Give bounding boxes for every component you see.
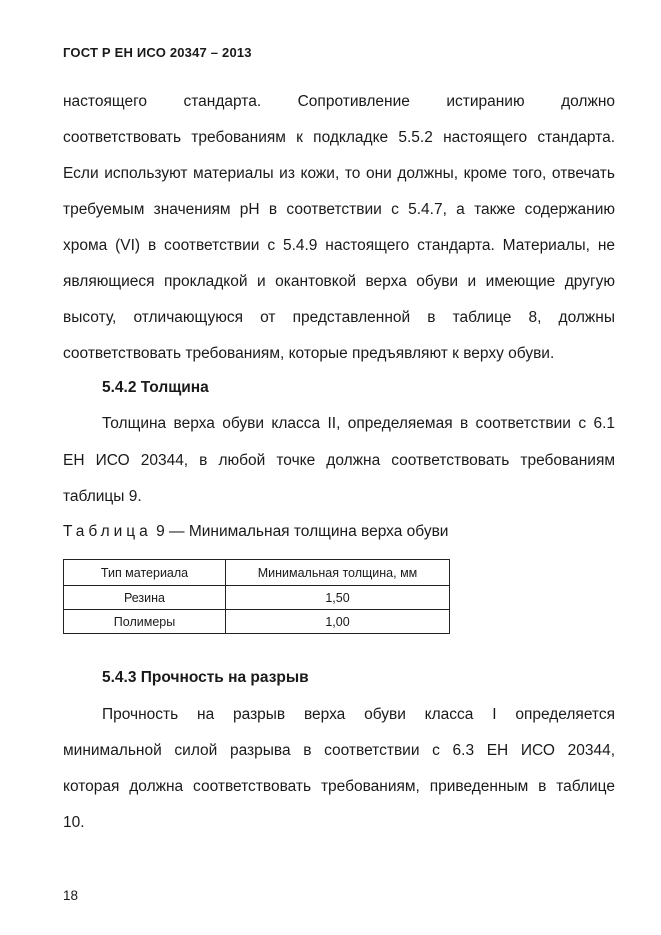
section-heading-5-4-2: 5.4.2 Толщина <box>102 379 209 396</box>
paragraph-line: требуемым значениям pH в соответствии с 5.4.7, а также содержанию <box>63 201 615 218</box>
paragraph-line: являющиеся прокладкой и окантовкой верха обуви и имеющие другую <box>63 273 615 290</box>
table-header-cell: Тип материала <box>64 560 226 586</box>
table-caption-label: Таблица <box>63 523 152 540</box>
paragraph-line: минимальной силой разрыва в соответствии с 6.3 ЕН ИСО 20344, <box>63 742 615 759</box>
paragraph-line: Прочность на разрыв верха обуви класса I определяется <box>102 706 615 723</box>
paragraph-line: 10. <box>63 814 85 831</box>
table-header-cell: Минимальная толщина, мм <box>226 560 450 586</box>
paragraph-line: Если используют материалы из кожи, то они должны, кроме того, отвечать <box>63 165 615 182</box>
paragraph-line: соответствовать требованиям к подкладке 5.5.2 настоящего стандарта. <box>63 129 615 146</box>
paragraph-line: соответствовать требованиям, которые предъявляют к верху обуви. <box>63 345 555 362</box>
table-cell: 1,00 <box>226 610 450 634</box>
paragraph-line: высоту, отличающуюся от представленной в таблице 8, должны <box>63 309 615 326</box>
table-row <box>64 610 450 634</box>
table-header-row <box>64 560 450 586</box>
table-cell: Полимеры <box>64 610 226 634</box>
table-9 <box>63 559 450 634</box>
paragraph-line: ЕН ИСО 20344, в любой точке должна соответствовать требованиям <box>63 452 615 469</box>
table-cell: 1,50 <box>226 586 450 610</box>
paragraph-line: Толщина верха обуви класса II, определяемая в соответствии с 6.1 <box>102 415 615 432</box>
table-caption <box>63 522 615 542</box>
table-row <box>64 586 450 610</box>
page-number: 18 <box>63 888 79 903</box>
section-heading-5-4-3: 5.4.3 Прочность на разрыв <box>102 669 309 686</box>
table-caption-text: 9 — Минимальная толщина верха обуви <box>151 523 449 540</box>
table-cell: Резина <box>64 586 226 610</box>
paragraph-line: хрома (VI) в соответствии с 5.4.9 настоящего стандарта. Материалы, не <box>63 237 615 254</box>
paragraph-line: таблицы 9. <box>63 488 142 505</box>
paragraph-line: которая должна соответствовать требованиям, приведенным в таблице <box>63 778 615 795</box>
paragraph-line: настоящего стандарта. Сопротивление истиранию должно <box>63 93 615 110</box>
document-header: ГОСТ Р ЕН ИСО 20347 – 2013 <box>63 45 252 60</box>
